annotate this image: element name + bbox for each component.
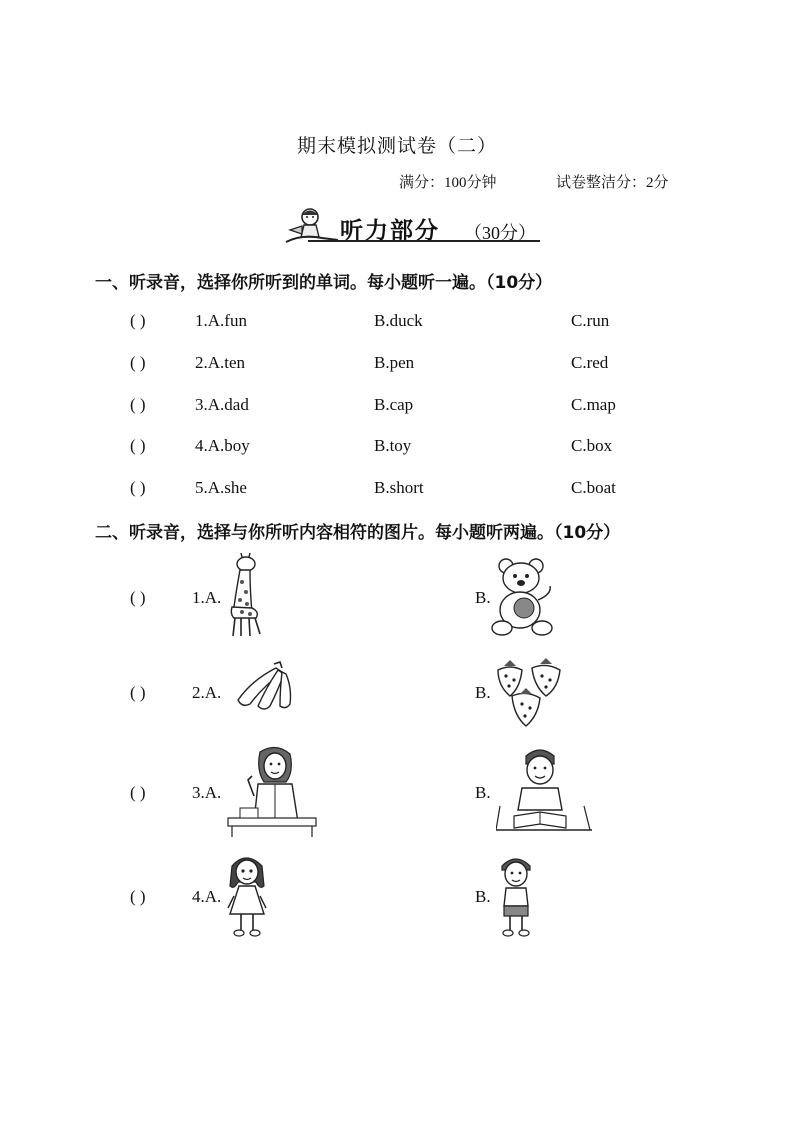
- option-c: C.red: [571, 353, 609, 372]
- option-c: C.box: [571, 436, 613, 455]
- boy-reading-picture: [496, 744, 592, 834]
- list-item: [130, 781, 530, 805]
- answer-blank[interactable]: ( ): [130, 887, 146, 906]
- answer-blank[interactable]: ( ): [130, 683, 146, 702]
- option-a: 1.A.fun: [195, 311, 247, 330]
- option-b: B.short: [374, 478, 424, 497]
- q2-heading: 二、听录音，选择与你所听内容相符的图片。每小题听两遍。（10分）: [95, 523, 621, 543]
- option-b: B.pen: [374, 353, 415, 372]
- answer-blank[interactable]: ( ): [130, 353, 146, 372]
- list-item: [130, 393, 690, 417]
- option-b: B.: [475, 783, 491, 802]
- option-c: C.map: [571, 395, 616, 414]
- answer-blank[interactable]: ( ): [130, 311, 146, 330]
- answer-blank[interactable]: ( ): [130, 436, 146, 455]
- option-c: C.boat: [571, 478, 616, 497]
- list-item: [130, 681, 530, 705]
- option-b: B.: [475, 887, 491, 906]
- list-item: [130, 351, 690, 375]
- option-a: 4.A.boy: [195, 436, 250, 455]
- answer-blank[interactable]: ( ): [130, 588, 146, 607]
- option-b: B.toy: [374, 436, 412, 455]
- section-banner: [282, 204, 562, 248]
- neatness-score: 试卷整洁分：2分: [556, 175, 669, 191]
- banner-underline: [308, 240, 540, 242]
- option-b: B.: [475, 588, 491, 607]
- list-item: [130, 476, 690, 500]
- list-item: [130, 309, 690, 333]
- option-a: 2.A.: [192, 683, 222, 702]
- list-item: [130, 434, 690, 458]
- section-score: （30分）: [464, 223, 536, 243]
- page-title: 期末模拟测试卷（二）: [296, 136, 497, 157]
- option-a: 3.A.dad: [195, 395, 249, 414]
- option-a: 3.A.: [192, 783, 222, 802]
- option-b: B.duck: [374, 311, 423, 330]
- section-title: 听力部分: [340, 218, 440, 244]
- option-a: 4.A.: [192, 887, 222, 906]
- list-item: [130, 586, 530, 610]
- answer-blank[interactable]: ( ): [130, 478, 146, 497]
- option-b: B.cap: [374, 395, 414, 414]
- bananas-picture: [232, 660, 298, 712]
- boy-picture: [498, 852, 534, 938]
- option-a: 2.A.ten: [195, 353, 246, 372]
- list-item: [130, 885, 530, 909]
- girl-picture: [224, 852, 270, 938]
- option-c: C.run: [571, 311, 610, 330]
- strawberries-picture: [494, 656, 566, 728]
- teacher-picture: [226, 742, 318, 838]
- full-marks: 满分：100分钟: [399, 175, 497, 191]
- q1-heading: 一、听录音，选择你所听到的单词。每小题听一遍。（10分）: [95, 273, 553, 293]
- teddy-bear-picture: [490, 556, 560, 638]
- option-a: 1.A.: [192, 588, 222, 607]
- option-b: B.: [475, 683, 491, 702]
- giraffe-picture: [222, 552, 266, 638]
- option-a: 5.A.she: [195, 478, 247, 497]
- answer-blank[interactable]: ( ): [130, 783, 146, 802]
- answer-blank[interactable]: ( ): [130, 395, 146, 414]
